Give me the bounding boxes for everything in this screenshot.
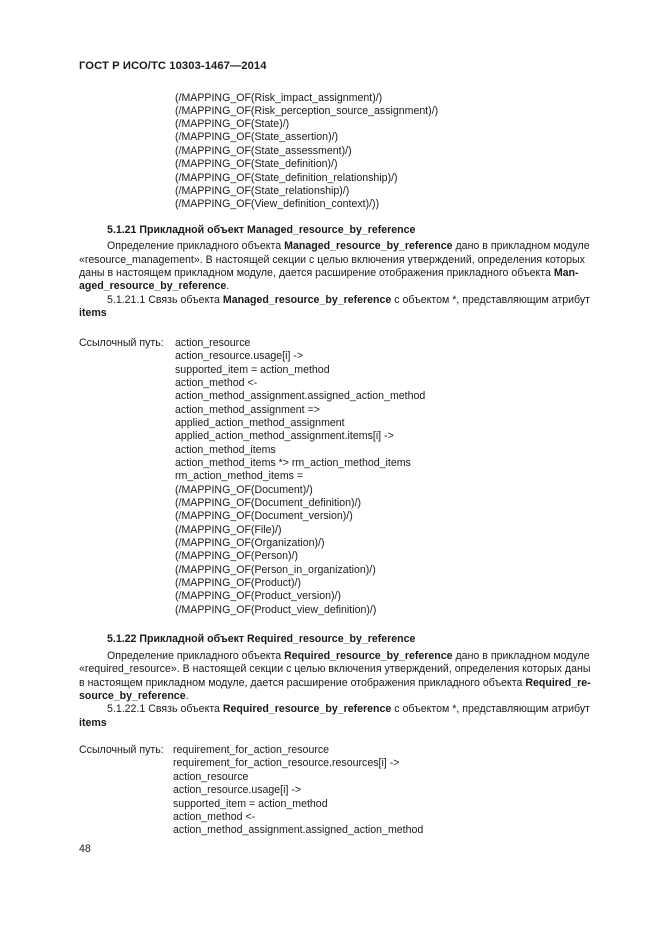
mapping-line: (/MAPPING_OF(State_definition)/) [175, 158, 338, 170]
reference-path-line: applied_action_method_assignment.items[i] -> [175, 430, 394, 442]
paragraph-line: Определение прикладного объекта Required_resource_by_reference дано в прикладном модуле [107, 650, 590, 662]
reference-path-line: (/MAPPING_OF(Person)/) [175, 550, 299, 562]
mapping-line: (/MAPPING_OF(State_relationship)/) [175, 185, 350, 197]
reference-path-line: (/MAPPING_OF(Organization)/) [175, 537, 325, 549]
mapping-line: (/MAPPING_OF(State)/) [175, 118, 290, 130]
paragraph-line: aged_resource_by_reference. [79, 280, 230, 292]
reference-path-line: rm_action_method_items = [175, 470, 304, 482]
reference-path-line: (/MAPPING_OF(File)/) [175, 524, 282, 536]
reference-path-line: supported_item = action_method [173, 798, 328, 810]
reference-path-label: Ссылочный путь: [79, 337, 164, 349]
reference-path-line: action_method <- [173, 811, 256, 823]
paragraph-line: в настоящем прикладном модуле, дается расширение отображения прикладного объекта Required_re- [79, 677, 591, 689]
reference-path-line: action_method_items *> rm_action_method_items [175, 457, 411, 469]
paragraph-line: source_by_reference. [79, 690, 189, 702]
paragraph-line: «resource_management». В настоящей секции с целью включения утверждений, определения которых [79, 254, 585, 266]
mapping-line: (/MAPPING_OF(State_definition_relationship)/) [175, 172, 398, 184]
paragraph-line: «required_resource». В настоящей секции с целью включения утверждений, определения которых даны [79, 663, 591, 675]
reference-path-line: (/MAPPING_OF(Document)/) [175, 484, 313, 496]
mapping-line: (/MAPPING_OF(State_assessment)/) [175, 145, 352, 157]
reference-path-line: action_resource.usage[i] -> [173, 784, 302, 796]
paragraph-line: даны в настоящем прикладном модуле, дается расширение отображения прикладного объекта Man- [79, 267, 579, 279]
reference-path-line: (/MAPPING_OF(Document_definition)/) [175, 497, 362, 509]
reference-path-label: Ссылочный путь: [79, 744, 164, 756]
subsection-attribute: items [79, 307, 107, 319]
section-heading-5-1-22: 5.1.22 Прикладной объект Required_resource_by_reference [107, 633, 416, 645]
reference-path-line: action_resource [175, 337, 251, 349]
reference-path-line: action_method_items [175, 444, 276, 456]
reference-path-line: (/MAPPING_OF(Product_version)/) [175, 590, 342, 602]
page-number: 48 [79, 843, 91, 855]
reference-path-line: requirement_for_action_resource [173, 744, 330, 756]
reference-path-line: requirement_for_action_resource.resources[i] -> [173, 757, 400, 769]
mapping-line: (/MAPPING_OF(Risk_impact_assignment)/) [175, 92, 383, 104]
subsection-title-5-1-21-1: 5.1.21.1 Связь объекта Managed_resource_by_reference с объектом *, представляющим атрибут [107, 294, 591, 306]
document-header: ГОСТ Р ИСО/ТС 10303-1467—2014 [79, 60, 267, 72]
reference-path-line: action_method_assignment.assigned_action_method [175, 390, 426, 402]
reference-path-line: (/MAPPING_OF(Product)/) [175, 577, 301, 589]
reference-path-line: action_resource.usage[i] -> [175, 350, 304, 362]
reference-path-line: action_method <- [175, 377, 258, 389]
mapping-line: (/MAPPING_OF(Risk_perception_source_assignment)/) [175, 105, 439, 117]
reference-path-line: applied_action_method_assignment [175, 417, 345, 429]
reference-path-line: action_method_assignment.assigned_action_method [173, 824, 424, 836]
subsection-title-5-1-22-1: 5.1.22.1 Связь объекта Required_resource_by_reference с объектом *, представляющим атрибут [107, 703, 591, 715]
reference-path-line: (/MAPPING_OF(Person_in_organization)/) [175, 564, 376, 576]
reference-path-line: supported_item = action_method [175, 364, 330, 376]
section-heading-5-1-21: 5.1.21 Прикладной объект Managed_resource_by_reference [107, 224, 416, 236]
mapping-line: (/MAPPING_OF(State_assertion)/) [175, 131, 339, 143]
reference-path-line: (/MAPPING_OF(Document_version)/) [175, 510, 353, 522]
paragraph-line: Определение прикладного объекта Managed_resource_by_reference дано в прикладном модуле [107, 240, 590, 252]
reference-path-line: action_method_assignment => [175, 404, 320, 416]
mapping-line: (/MAPPING_OF(View_definition_context)/)) [175, 198, 380, 210]
reference-path-line: (/MAPPING_OF(Product_view_definition)/) [175, 604, 377, 616]
subsection-attribute: items [79, 717, 107, 729]
reference-path-line: action_resource [173, 771, 249, 783]
